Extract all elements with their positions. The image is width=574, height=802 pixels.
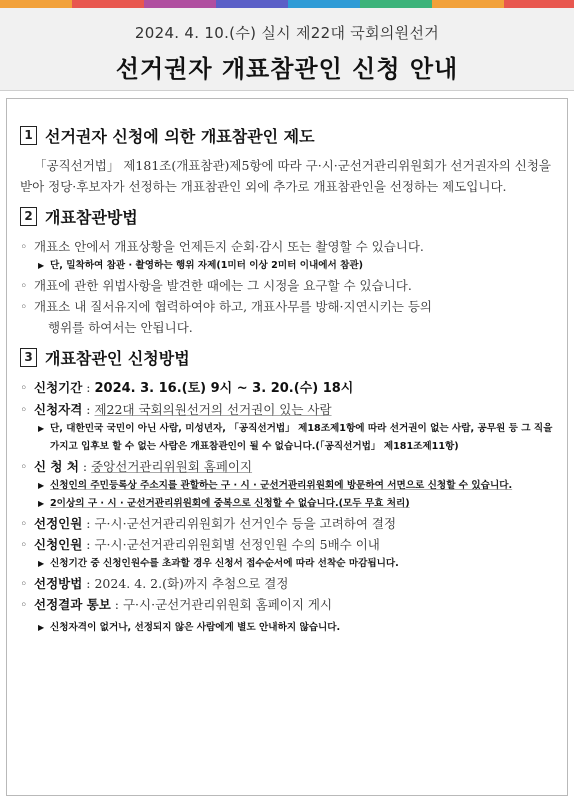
bullet-icon: ◦ [20, 576, 28, 591]
field-value: 중앙선거관리위원회 홈페이지 [91, 459, 253, 474]
bullet-icon: ◦ [20, 380, 28, 395]
field-value: 2024. 3. 16.(토) 9시 ~ 3. 20.(수) 18시 [94, 381, 354, 396]
section-number: 3 [20, 348, 37, 367]
note-item [20, 420, 560, 456]
list-item-where: ◦ 신 청 처 : 중앙선거관리위원회 홈페이지 [20, 456, 560, 477]
note-text: 2이상의 구 · 시 · 군선거관리위원회에 중복으로 신청할 수 없습니다.(모두 무효 처리) [50, 498, 410, 509]
item-text: 행위를 하여서는 안됩니다. [48, 320, 193, 335]
list-item-application-count: ◦ 신청인원 : 구·시·군선거관리위원회별 선정인원 수의 5배수 이내 [20, 534, 560, 555]
bullet-icon: ◦ [20, 597, 28, 612]
stripe-segment [0, 0, 72, 8]
bullet-icon: ◦ [20, 402, 28, 417]
section-2 [20, 205, 560, 338]
item-text: 개표소 안에서 개표상황을 언제든지 순회·감시 또는 촬영할 수 있습니다. [34, 239, 424, 254]
section-title: 선거권자 신청에 의한 개표참관인 제도 [45, 127, 315, 146]
triangle-bullet-icon: ▶ [38, 261, 45, 270]
triangle-bullet-icon: ▶ [38, 481, 45, 490]
bullet-icon: ◦ [20, 516, 28, 531]
list-item [20, 236, 560, 257]
stripe-segment [216, 0, 288, 8]
triangle-bullet-icon: ▶ [38, 623, 45, 632]
stripe-segment [288, 0, 360, 8]
list-item-qualification: ◦ 신청자격 : 제22대 국회의원선거의 선거권이 있는 사람 [20, 399, 560, 420]
stripe-segment [72, 0, 144, 8]
list-item-continued [20, 317, 560, 338]
field-label: 선정인원 [34, 516, 83, 531]
note-text: 단, 밀착하여 참관 · 촬영하는 행위 자제(1미터 이상 2미터 이내에서 참관) [50, 260, 364, 271]
field-label: 신 청 처 [34, 459, 79, 474]
item-text: 개표소 내 질서유지에 협력하여야 하고, 개표사무를 방해·지연시키는 등의 [34, 299, 433, 314]
bullet-icon: ◦ [20, 299, 28, 314]
header-subtitle: 2024. 4. 10.(수) 실시 제22대 국회의원선거 [134, 24, 440, 42]
section-1-heading [20, 124, 560, 147]
stripe-segment [360, 0, 432, 8]
header-banner [0, 8, 574, 91]
note-item [20, 257, 560, 275]
section-3 [20, 346, 560, 637]
note-text: 단, 대한민국 국민이 아닌 사람, 미성년자, 「공직선거법」 제18조제1항에 따라 선거권이 없는 사람, 공무원 등 그 직을 가지고 입후보 할 수 없는 사람은 개표참관인이 될 수 없습니다.(「공직선거법」 제181조제11항) [50, 423, 553, 452]
note-text: 신청자격이 없거나, 선정되지 않은 사람에게 별도 안내하지 않습니다. [50, 622, 341, 633]
bullet-icon: ◦ [20, 239, 28, 254]
list-item-method: ◦ 선정방법 : 2024. 4. 2.(화)까지 추첨으로 결정 [20, 573, 560, 594]
section-1-body: 「공직선거법」 제181조(개표참관)제5항에 따라 구·시·군선거관리위원회가 선거권자의 신청을 받아 정당·후보자가 선정하는 개표참관인 외에 추가로 개표참관인을 선정하는 제도입니다. [20, 158, 552, 194]
stripe-segment [144, 0, 216, 8]
note-item [20, 619, 560, 637]
field-value: 구·시·군선거관리위원회가 선거인수 등을 고려하여 결정 [94, 516, 397, 531]
bullet-icon: ◦ [20, 278, 28, 293]
field-label: 신청기간 [34, 380, 83, 395]
list-item-result: ◦ 선정결과 통보 : 구·시·군선거관리위원회 홈페이지 게시 [20, 594, 560, 615]
list-item [20, 275, 560, 296]
stripe-segment [504, 0, 574, 8]
item-text: 개표에 관한 위법사항을 발견한 때에는 그 시정을 요구할 수 있습니다. [34, 278, 412, 293]
field-value: 2024. 4. 2.(화)까지 추첨으로 결정 [94, 576, 289, 591]
field-value: 제22대 국회의원선거의 선거권이 있는 사람 [94, 402, 332, 417]
list-item-period: ◦ 신청기간 : 2024. 3. 16.(토) 9시 ~ 3. 20.(수) 18시 [20, 377, 560, 399]
field-label: 신청인원 [34, 537, 83, 552]
section-number: 2 [20, 207, 37, 226]
note-item [20, 495, 560, 513]
field-value: 구·시·군선거관리위원회 홈페이지 게시 [122, 597, 333, 612]
note-text: 신청인의 주민등록상 주소지를 관할하는 구 · 시 · 군선거관리위원회에 방문하여 서면으로 신청할 수 있습니다. [50, 480, 513, 491]
field-label: 선정결과 통보 [34, 597, 111, 612]
document-body [20, 124, 560, 643]
note-item [20, 555, 560, 573]
field-label: 선정방법 [34, 576, 83, 591]
bullet-icon: ◦ [20, 537, 28, 552]
stripe-segment [432, 0, 504, 8]
section-number: 1 [20, 126, 37, 145]
section-2-heading [20, 205, 560, 228]
triangle-bullet-icon: ▶ [38, 499, 45, 508]
bullet-icon: ◦ [20, 459, 28, 474]
list-item [20, 296, 560, 317]
header-title: 선거권자 개표참관인 신청 안내 [115, 55, 459, 83]
triangle-bullet-icon: ▶ [38, 559, 45, 568]
note-item [20, 477, 560, 495]
field-value: 구·시·군선거관리위원회별 선정인원 수의 5배수 이내 [94, 537, 380, 552]
section-1 [20, 124, 560, 197]
field-label: 신청자격 [34, 402, 83, 417]
top-color-stripe [0, 0, 574, 8]
note-text: 신청기간 중 신청인원수를 초과할 경우 신청서 접수순서에 따라 선착순 마감됩니다. [50, 558, 399, 569]
list-item-selection-count: ◦ 선정인원 : 구·시·군선거관리위원회가 선거인수 등을 고려하여 결정 [20, 513, 560, 534]
section-title: 개표참관방법 [45, 208, 138, 227]
section-3-heading [20, 346, 560, 369]
section-title: 개표참관인 신청방법 [45, 349, 190, 368]
triangle-bullet-icon: ▶ [38, 424, 45, 433]
